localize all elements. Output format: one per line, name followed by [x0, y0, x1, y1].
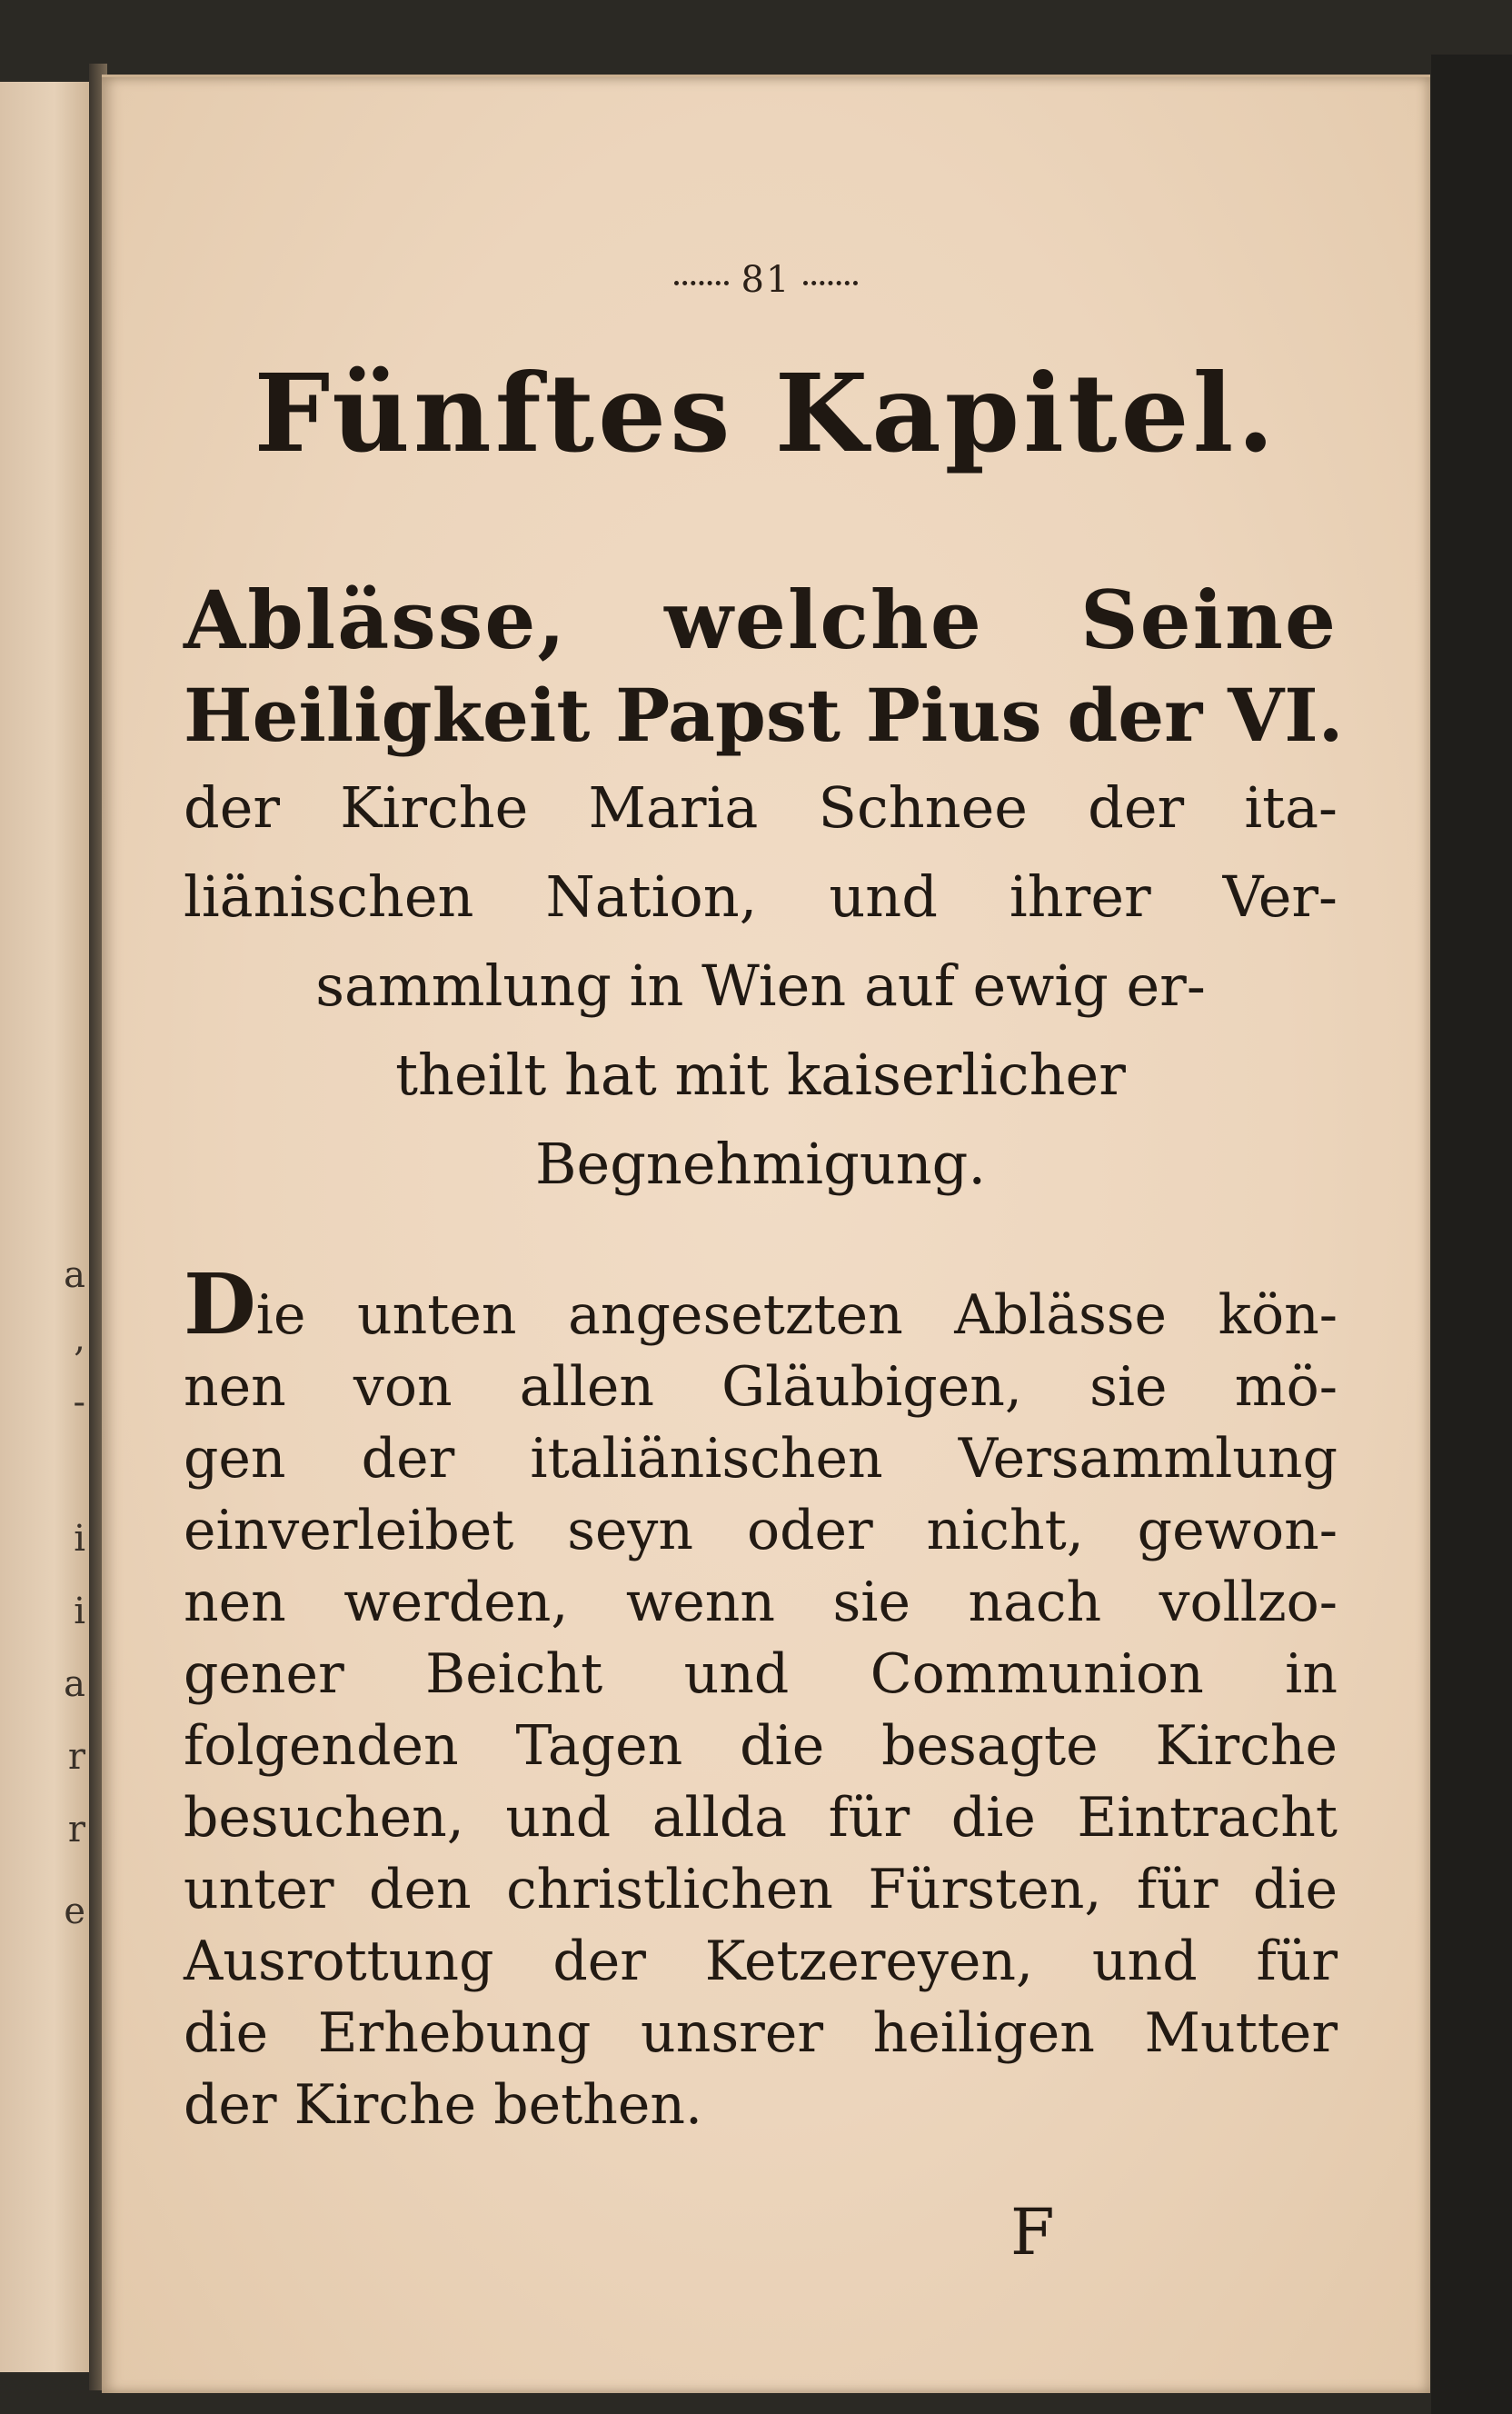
edge-letter: i: [74, 1591, 85, 1632]
body-line: die Erhebung unsrer heiligen Mutter: [184, 2001, 1338, 2065]
edge-letter: r: [67, 1809, 85, 1850]
subtitle-line: Begnehmigung.: [534, 1131, 987, 1197]
body-line: [184, 1255, 1338, 1353]
body-line: der Kirche bethen.: [184, 2073, 703, 2137]
body-line: gen der italiänischen Versammlung: [184, 1427, 1338, 1491]
previous-page-edge: [0, 82, 93, 2372]
edge-letter: r: [67, 1736, 85, 1778]
edge-letter: -: [73, 1382, 85, 1423]
subtitle-line: Heiligkeit Papst Pius der VI.: [184, 673, 1344, 758]
page-number: 81: [741, 259, 791, 301]
body-line: folgenden Tagen die besagte Kirche: [184, 1714, 1338, 1778]
ornament-right: [803, 281, 858, 285]
subtitle-line: sammlung in Wien auf ewig er-: [315, 953, 1206, 1019]
edge-letter: a: [64, 1254, 85, 1296]
ornament-left: [674, 281, 729, 285]
book-page: [102, 75, 1430, 2393]
body-line: einverleibet seyn oder nicht, gewon-: [184, 1499, 1338, 1562]
drop-initial: D: [184, 1255, 256, 1353]
edge-letter: ,: [74, 1318, 85, 1360]
book-cover-edge: [1431, 55, 1512, 2414]
body-line: gener Beicht und Communion in: [184, 1642, 1338, 1706]
body-line: nen von allen Gläubigen, sie mö-: [184, 1355, 1338, 1419]
chapter-subtitle: [184, 573, 1344, 1209]
subtitle-line: Ablässe, welche Seine: [184, 573, 1338, 667]
page-number-header: [102, 259, 1430, 301]
previous-page-letters: [49, 82, 85, 2372]
body-line: besuchen, und allda für die Eintracht: [184, 1786, 1338, 1850]
signature-mark: F: [1010, 2195, 1055, 2269]
edge-letter: i: [74, 1518, 85, 1560]
body-line: Ausrottung der Ketzereyen, und für: [184, 1930, 1338, 1993]
chapter-title: Fünftes Kapitel.: [254, 350, 1278, 476]
body-line-text: ie unten angesetzten Ablässe kön-: [255, 1283, 1338, 1347]
body-paragraph: [184, 1255, 1338, 2141]
body-line: nen werden, wenn sie nach vollzo-: [184, 1571, 1338, 1634]
subtitle-line: liänischen Nation, und ihrer Ver-: [184, 863, 1338, 930]
subtitle-line: der Kirche Maria Schnee der ita-: [184, 774, 1338, 841]
edge-letter: a: [64, 1663, 85, 1705]
subtitle-line: theilt hat mit kaiserlicher: [395, 1042, 1126, 1108]
body-line: unter den christlichen Fürsten, für die: [184, 1858, 1338, 1921]
edge-letter: e: [64, 1890, 85, 1932]
